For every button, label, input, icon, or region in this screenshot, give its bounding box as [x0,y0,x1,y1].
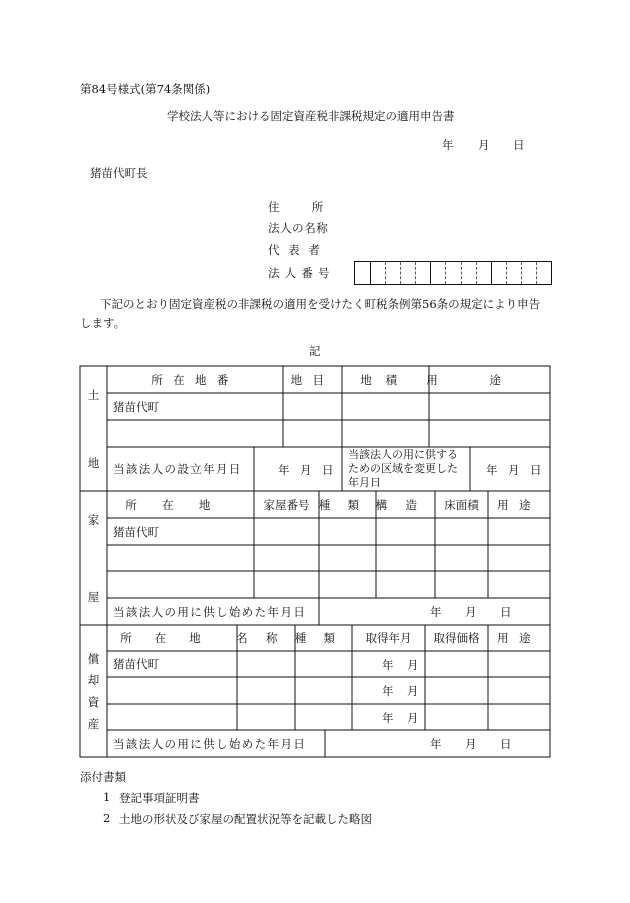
house-row3-use[interactable] [488,571,550,598]
field-representative-label: 代表者 [268,243,329,257]
field-corporation-name-label: 法人の名称 [268,221,329,235]
land-establishment-date-field[interactable]: 年 月 日 [278,463,334,477]
depreciable-row2-location[interactable] [107,677,237,704]
house-start-date-label: 当該法人の用に供し始めた年月日 [113,604,307,619]
house-start-date-field[interactable]: 年 月 日 [430,605,512,619]
house-row2-number[interactable] [254,545,319,571]
depreciable-row2-use[interactable] [488,677,550,704]
house-side-label-top: 家 [87,513,100,527]
body-text-line1: 下記のとおり固定資産税の非課税の適用を受けたく町税条例第56条の規定により申告 [100,297,541,311]
house-row1-type[interactable] [319,518,376,545]
field-corporate-number-label: 法人番号 [268,266,335,280]
depreciable-header-name: 名称 [236,631,296,645]
land-row2-area[interactable] [342,420,429,447]
depreciable-start-date-field[interactable]: 年 月 日 [430,737,512,751]
depreciable-row3-location[interactable] [107,704,237,730]
house-row1-number[interactable] [254,518,319,545]
depreciable-header-use: 用途 [497,631,541,645]
land-zone-change-date-label: 当該法人の用に供するための区域を変更した年月日 [348,448,458,489]
depreciable-header-location: 所在地 [120,631,224,645]
land-header-area: 地積 [360,372,411,387]
depreciable-header-acquired-price: 取得価格 [433,631,480,645]
form-number: 第84号様式(第74条関係) [80,82,211,96]
depreciable-row1-acquired-price[interactable] [425,651,488,677]
land-header-use: 用途 [426,372,553,387]
depreciable-header-type: 種類 [294,631,353,645]
depreciable-row1-use[interactable] [488,651,550,677]
depreciable-start-date-label: 当該法人の用に供し始めた年月日 [113,736,307,751]
house-row2-use[interactable] [488,545,550,571]
attachments-title: 添付書類 [80,770,126,784]
ki-heading: 記 [309,344,321,358]
land-header-location: 所在地番 [151,372,239,387]
house-header-floor-area: 床面積 [444,497,479,512]
house-row2-structure[interactable] [376,545,435,571]
depreciable-row2-name[interactable] [237,677,295,704]
depreciable-row2-type[interactable] [295,677,352,704]
addressee: 猪苗代町長 [90,166,148,180]
depreciable-row1-type[interactable] [295,651,352,677]
land-zone-change-date-field[interactable]: 年 月 日 [486,463,542,477]
land-row1-use[interactable] [429,393,550,420]
body-text-line2: します。 [80,316,126,330]
land-row1-category[interactable] [283,393,342,420]
house-header-structure: 構造 [375,497,436,512]
form-title: 学校法人等における固定資産税非課税規定の適用申告書 [167,109,455,123]
depreciable-row3-type[interactable] [295,704,352,730]
depreciable-row1-acquired-date[interactable]: 年 月 [382,658,419,672]
house-row3-structure[interactable] [376,571,435,598]
house-row1-use[interactable] [488,518,550,545]
house-row2-floor-area[interactable] [435,545,488,571]
depreciable-header-acquired-date: 取得年月 [365,631,412,645]
house-header-type: 種類 [318,497,377,512]
house-row3-floor-area[interactable] [435,571,488,598]
land-side-label-bottom: 地 [87,456,100,470]
depreciable-row1-name[interactable] [237,651,295,677]
house-header-number: 家屋番号 [263,497,310,512]
house-row3-location[interactable] [107,571,254,598]
depreciable-row2-acquired-price[interactable] [425,677,488,704]
house-header-use: 用途 [497,497,541,512]
house-side-label-bottom: 屋 [87,590,100,604]
house-row2-type[interactable] [319,545,376,571]
depreciable-row3-name[interactable] [237,704,295,730]
field-address-label: 住所 [268,200,356,214]
depreciable-row2-acquired-date[interactable]: 年 月 [382,684,419,698]
house-row3-number[interactable] [254,571,319,598]
depreciable-row3-acquired-date[interactable]: 年 月 [382,711,419,725]
land-row2-location[interactable] [107,420,283,447]
land-header-category: 地目 [290,372,335,387]
house-row1-location[interactable]: 猪苗代町 [113,524,159,539]
house-row1-structure[interactable] [376,518,435,545]
house-row3-type[interactable] [319,571,376,598]
house-header-location: 所在地 [125,497,236,512]
house-row2-location[interactable] [107,545,254,571]
house-row1-floor-area[interactable] [435,518,488,545]
land-establishment-date-label: 当該法人の設立年月日 [113,462,242,476]
depreciable-row3-use[interactable] [488,704,550,730]
land-row2-category[interactable] [283,420,342,447]
depreciable-row1-location[interactable]: 猪苗代町 [113,657,159,671]
land-side-label-top: 土 [87,388,100,402]
land-row2-use[interactable] [429,420,550,447]
depreciable-row3-acquired-price[interactable] [425,704,488,730]
land-row1-area[interactable] [342,393,429,420]
land-row1-location[interactable]: 猪苗代町 [113,399,159,414]
